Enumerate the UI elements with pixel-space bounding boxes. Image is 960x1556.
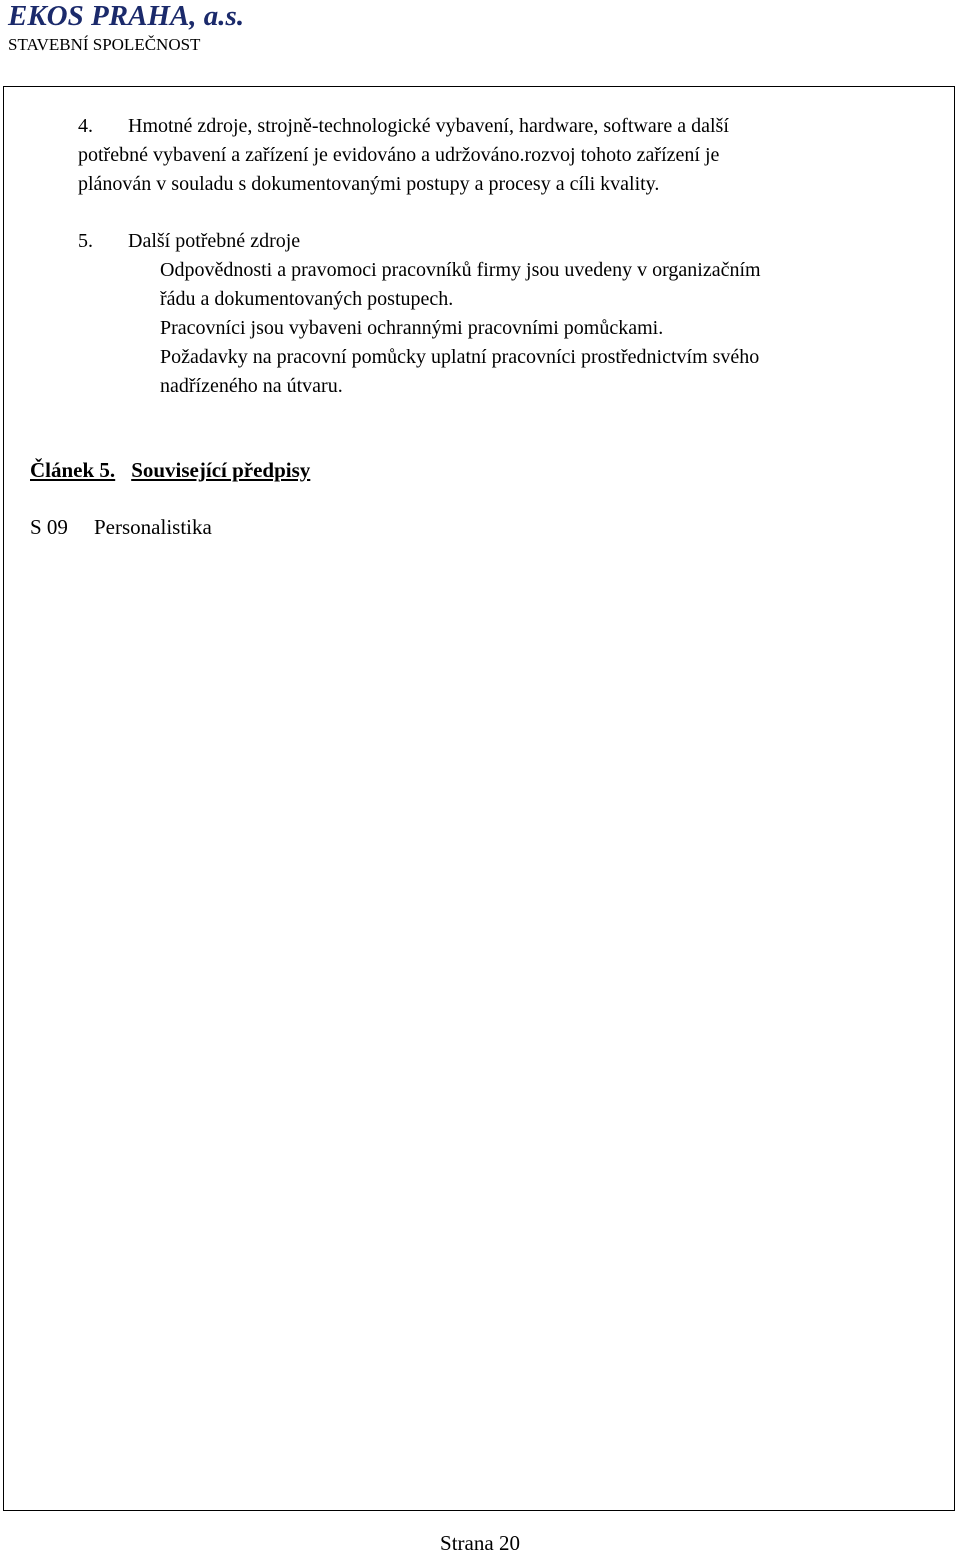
regulation-code: S 09	[30, 515, 68, 539]
article-number: Článek 5.	[30, 458, 116, 482]
company-subtitle: STAVEBNÍ SPOLEČNOST	[8, 35, 201, 54]
list-item-line: nadřízeného na útvaru.	[160, 375, 343, 397]
company-name: EKOS PRAHA, a.s.	[8, 0, 245, 32]
list-item-line: Požadavky na pracovní pomůcky uplatní pracovníci prostřednictvím svého	[160, 346, 760, 368]
list-item-line: Pracovníci jsou vybaveni ochrannými pracovními pomůckami.	[160, 317, 664, 339]
regulation-row	[30, 512, 212, 542]
list-item-line: plánován v souladu s dokumentovanými postupy a procesy a cíli kvality.	[78, 173, 660, 195]
list-item-line: potřebné vybavení a zařízení je evidováno a udržováno.rozvoj tohoto zařízení je	[78, 144, 720, 166]
list-item-body	[78, 112, 729, 199]
article-title: Související předpisy	[131, 458, 311, 482]
list-item-number: 4.	[78, 115, 93, 137]
document-header	[8, 0, 244, 56]
list-item-line: Hmotné zdroje, strojně-technologické vybavení, hardware, software a další	[128, 115, 729, 137]
list-item-line: řádu a dokumentovaných postupech.	[160, 288, 454, 310]
regulation-name: Personalistika	[94, 515, 212, 539]
list-item-line: Odpovědnosti a pravomoci pracovníků firmy jsou uvedeny v organizačním	[160, 259, 761, 281]
list-item-number: 5.	[78, 230, 93, 252]
list-item-body	[128, 227, 761, 401]
list-item-subtext	[160, 256, 761, 401]
list-item-title: Další potřebné zdroje	[128, 230, 301, 252]
article-heading	[30, 455, 310, 485]
page-number: Strana 20	[440, 1531, 520, 1555]
